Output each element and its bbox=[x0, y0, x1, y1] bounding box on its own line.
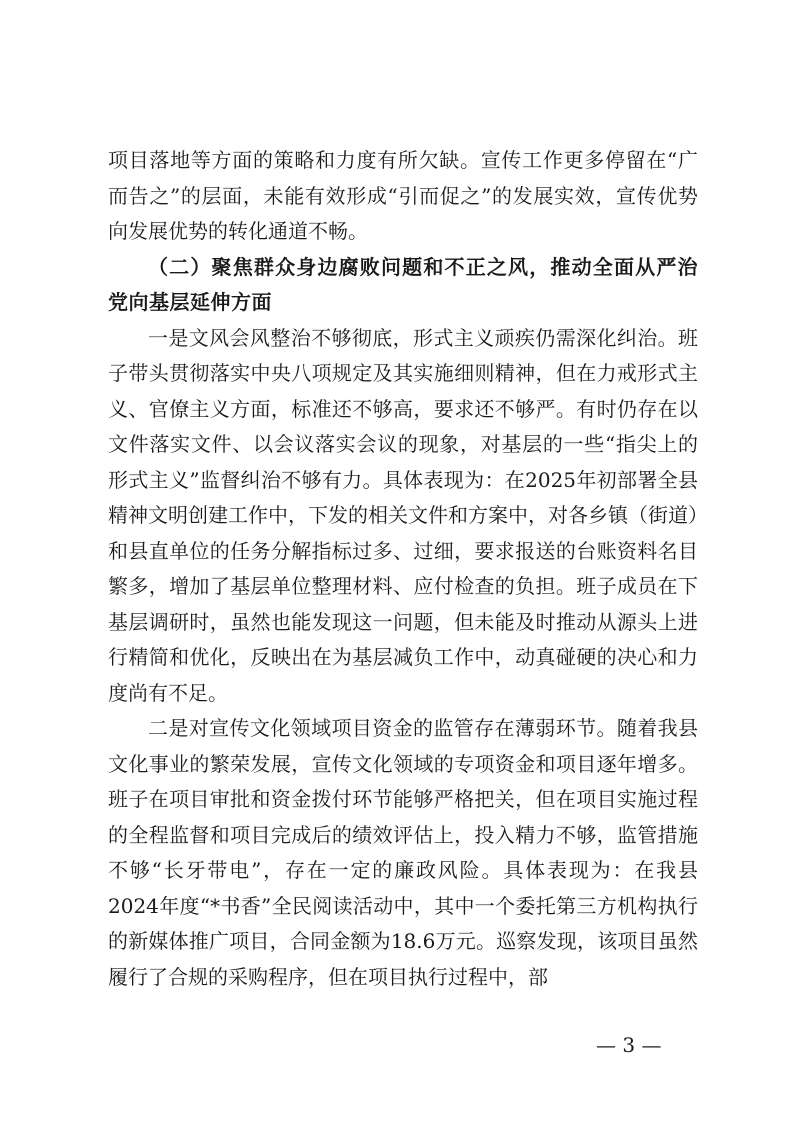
page-number: — 3 — bbox=[596, 1033, 662, 1057]
paragraph-fund-supervision: 二是对宣传文化领域项目资金的监管存在薄弱环节。随着我县文化事业的繁荣发展，宣传文化领域的专项资金和项目逐年增多。班子在项目审批和资金拨付环节能够严格把关，但在项目实施过程的全程监督和项目完成后的绩效评估上，投入精力不够，监管措施不够“长牙带电”，存在一定的廉政风险。具体表现为：在我县2024年度“*书香”全民阅读活动中，其中一个委托第三方机构执行的新媒体推广项目，合同金额为18.6万元。巡察发现，该项目虽然履行了合规的采购程序，但在项目执行过程中，部 bbox=[108, 716, 698, 989]
document-body bbox=[108, 143, 698, 995]
paragraph-continued: 项目落地等方面的策略和力度有所欠缺。宣传工作更多停留在“广而告之”的层面，未能有效形成“引而促之”的发展实效，宣传优势向发展优势的转化通道不畅。 bbox=[108, 148, 698, 243]
section-heading: （二）聚焦群众身边腐败问题和不正之风，推动全面从严治党向基层延伸方面 bbox=[108, 254, 698, 314]
paragraph-formalism: 一是文风会风整治不够彻底，形式主义顽疾仍需深化纠治。班子带头贯彻落实中央八项规定及其实施细则精神，但在力戒形式主义、官僚主义方面，标准还不够高，要求还不够严。有时仍存在以文件落实文件、以会议落实会议的现象，对基层的一些“指尖上的形式主义”监督纠治不够有力。具体表现为：在2025年初部署全县精神文明创建工作中，下发的相关文件和方案中，对各乡镇（街道）和县直单位的任务分解指标过多、过细，要求报送的台账资料名目繁多，增加了基层单位整理材料、应付检查的负担。班子成员在下基层调研时，虽然也能发现这一问题，但未能及时推动从源头上进行精简和优化，反映出在为基层减负工作中，动真碰硬的决心和力度尚有不足。 bbox=[108, 325, 698, 705]
